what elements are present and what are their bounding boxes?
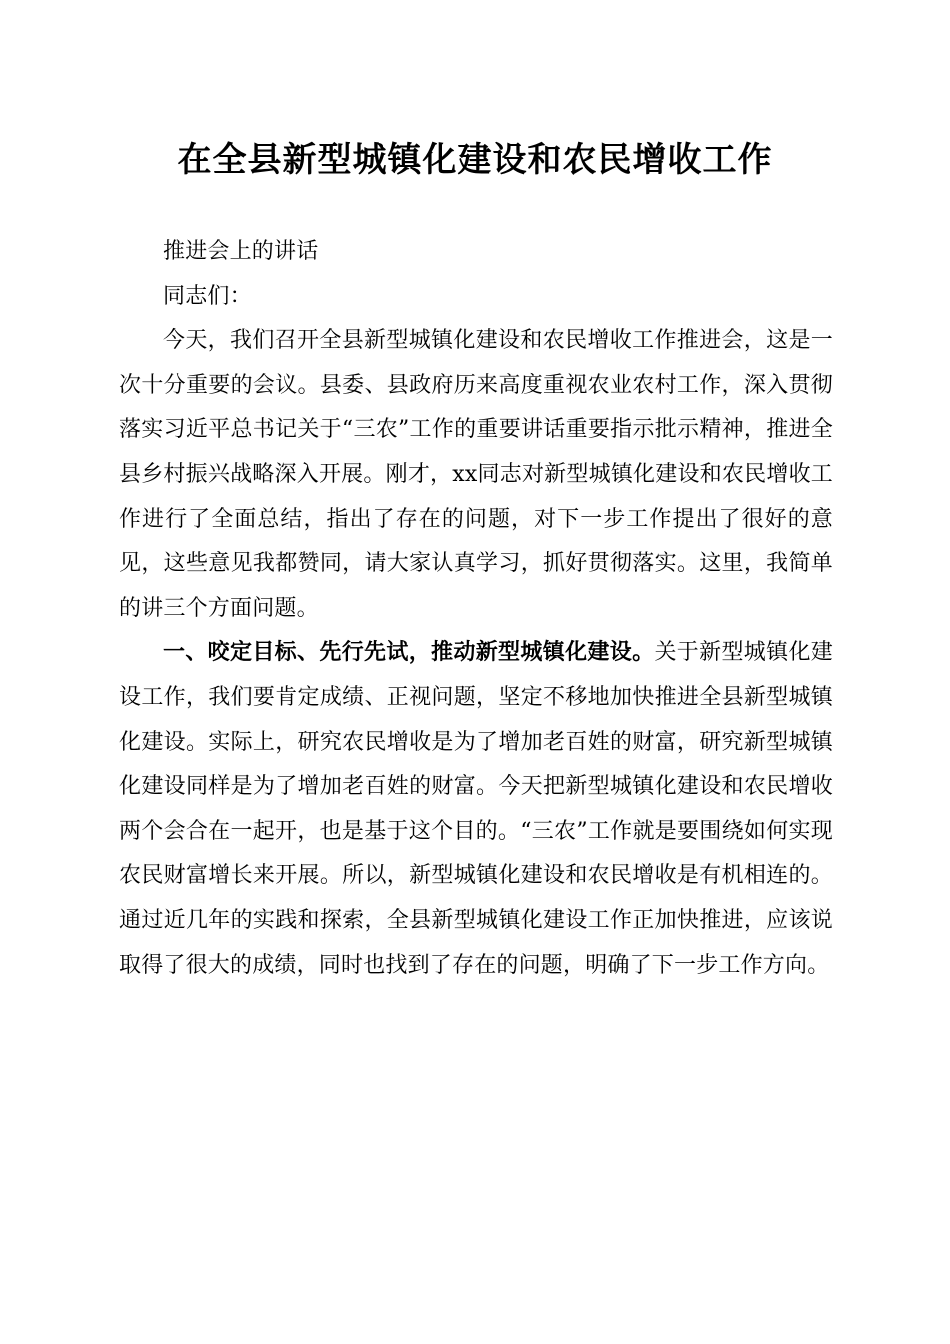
paragraph-intro: 今天，我们召开全县新型城镇化建设和农民增收工作推进会，这是一次十分重要的会议。县委、县政府历来高度重视农业农村工作，深入贯彻落实习近平总书记关于“三农”工作的重要讲话重要指示批示精神，推进全县乡村振兴战略深入开展。刚才，xx同志对新型城镇化建设和农民增收工作进行了全面总结，指出了存在的问题，对下一步工作提出了很好的意见，这些意见我都赞同，请大家认真学习，抓好贯彻落实。这里，我简单的讲三个方面问题。 — [119, 328, 833, 621]
document-title: 在全县新型城镇化建设和农民增收工作 — [177, 140, 773, 180]
section-1-body: 关于新型城镇化建设工作，我们要肯定成绩、正视问题，坚定不移地加快推进全县新型城镇化建设。实际上，研究农民增收是为了增加老百姓的财富，研究新型城镇化建设同样是为了增加老百姓的财富。今天把新型城镇化建设和农民增收两个会合在一起开，也是基于这个目的。“三农”工作就是要围绕如何实现农民财富增长来开展。所以，新型城镇化建设和农民增收是有机相连的。通过近几年的实践和探索，全县新型城镇化建设工作正加快推进，应该说取得了很大的成绩，同时也找到了存在的问题，明确了下一步工作方向。 — [119, 640, 833, 978]
section-1-heading: 一、咬定目标、先行先试，推动新型城镇化建设。 — [163, 640, 655, 666]
document-body — [119, 230, 833, 988]
salutation: 同志们： — [163, 283, 252, 309]
document-subtitle: 推进会上的讲话 — [163, 239, 319, 264]
paragraph-section-1 — [119, 631, 833, 988]
